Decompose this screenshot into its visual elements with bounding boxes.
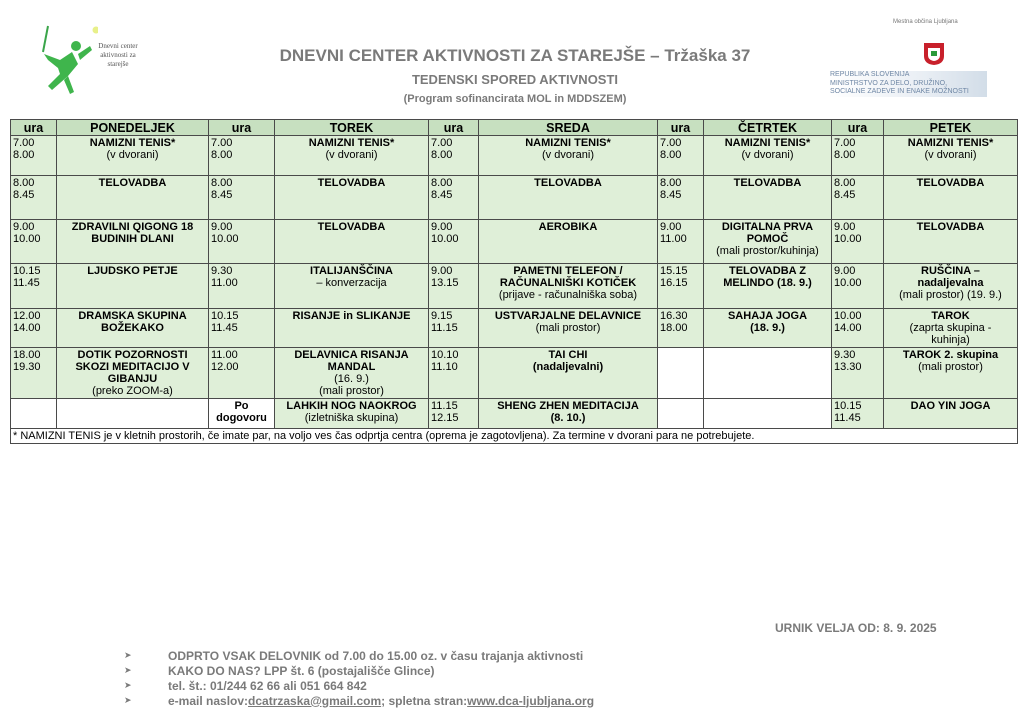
time-value: 9.00 bbox=[431, 221, 453, 233]
activity-name: TELOVADBA Z bbox=[729, 265, 806, 277]
time-value: 9.00 bbox=[660, 221, 682, 233]
activity-cell bbox=[479, 220, 658, 264]
activity-name: NAMIZNI TENIS* bbox=[308, 137, 395, 149]
time-cell bbox=[658, 309, 704, 348]
header-row bbox=[11, 120, 1018, 136]
time-value: 10.00 bbox=[834, 277, 862, 289]
time-cell bbox=[11, 399, 57, 429]
time-cell bbox=[658, 176, 704, 220]
col-header-wednesday: SREDA bbox=[479, 120, 658, 136]
activity-note: (v dvorani) bbox=[542, 149, 594, 161]
email-label: e-mail naslov: bbox=[168, 693, 249, 708]
activity-cell bbox=[479, 136, 658, 176]
activity-cell bbox=[275, 176, 429, 220]
activity-name: RAČUNALNIŠKI KOTIČEK bbox=[499, 277, 637, 289]
time-cell bbox=[429, 176, 479, 220]
time-cell bbox=[832, 399, 884, 429]
activity-cell bbox=[884, 220, 1018, 264]
arrow-bullet-icon: ➤ bbox=[124, 665, 132, 675]
time-value: 8.45 bbox=[13, 189, 35, 201]
time-value: 16.15 bbox=[660, 277, 688, 289]
activity-cell bbox=[479, 309, 658, 348]
activity-name: BOŽEKAKO bbox=[101, 322, 164, 334]
activity-note: (preko ZOOM-a) bbox=[92, 385, 173, 397]
time-value: 14.00 bbox=[834, 322, 862, 334]
time-value: 8.00 bbox=[660, 177, 682, 189]
activity-cell bbox=[704, 220, 832, 264]
time-value: 12.00 bbox=[13, 310, 41, 322]
info-item bbox=[124, 693, 594, 708]
time-cell bbox=[429, 136, 479, 176]
time-cell bbox=[209, 176, 275, 220]
activity-note: (izletniška skupina) bbox=[304, 412, 399, 424]
time-cell bbox=[658, 136, 704, 176]
activity-name: GIBANJU bbox=[107, 373, 158, 385]
time-value: 7.00 bbox=[13, 137, 35, 149]
col-header-thursday: ČETRTEK bbox=[704, 120, 832, 136]
activity-cell bbox=[704, 264, 832, 309]
time-value: 11.45 bbox=[834, 412, 861, 424]
col-header-time: ura bbox=[209, 120, 275, 136]
activity-name: TAROK bbox=[931, 310, 970, 322]
col-header-time: ura bbox=[11, 120, 57, 136]
time-cell bbox=[209, 264, 275, 309]
activity-name: BUDINIH DLANI bbox=[91, 233, 174, 245]
time-value: 7.00 bbox=[834, 137, 856, 149]
ljubljana-crest-icon bbox=[923, 42, 945, 66]
time-value: 10.10 bbox=[431, 349, 459, 361]
time-cell bbox=[658, 264, 704, 309]
activity-name: DELAVNICA RISANJA bbox=[294, 349, 409, 361]
time-value: 7.00 bbox=[211, 137, 233, 149]
col-header-friday: PETEK bbox=[884, 120, 1018, 136]
time-cell bbox=[209, 309, 275, 348]
time-cell bbox=[11, 309, 57, 348]
time-value: 8.00 bbox=[431, 149, 453, 161]
activity-cell bbox=[275, 136, 429, 176]
col-header-time: ura bbox=[429, 120, 479, 136]
time-value: 8.00 bbox=[13, 177, 35, 189]
activity-cell bbox=[479, 399, 658, 429]
arrow-bullet-icon: ➤ bbox=[124, 650, 132, 660]
time-cell bbox=[429, 220, 479, 264]
activity-cell bbox=[884, 309, 1018, 348]
time-value: 8.45 bbox=[211, 189, 233, 201]
mol-label: Mestna občina Ljubljana bbox=[893, 19, 958, 25]
time-value: 9.00 bbox=[13, 221, 35, 233]
activity-name: POMOČ bbox=[746, 233, 789, 245]
activity-name: NAMIZNI TENIS* bbox=[724, 137, 811, 149]
time-value: 8.00 bbox=[431, 177, 453, 189]
activity-cell bbox=[57, 220, 209, 264]
activity-cell bbox=[479, 264, 658, 309]
col-header-time: ura bbox=[832, 120, 884, 136]
activity-name: LJUDSKO PETJE bbox=[87, 265, 178, 277]
activity-name: ITALIJANŠČINA bbox=[310, 265, 393, 277]
time-cell bbox=[11, 264, 57, 309]
time-cell bbox=[658, 399, 704, 429]
time-value: 18.00 bbox=[660, 322, 688, 334]
logo-text: Dnevni center aktivnosti za starejše bbox=[98, 42, 138, 68]
activity-cell bbox=[704, 309, 832, 348]
time-value: 9.00 bbox=[834, 265, 856, 277]
opening-hours: ODPRTO VSAK DELOVNIK od 7.00 do 15.00 oz. v času trajanja aktivnosti bbox=[168, 648, 584, 663]
activity-name: TELOVADBA bbox=[317, 221, 386, 233]
center-logo bbox=[38, 24, 138, 98]
time-value: 16.30 bbox=[660, 310, 688, 322]
time-cell bbox=[832, 264, 884, 309]
activity-name: PAMETNI TELEFON / bbox=[513, 265, 623, 277]
activity-cell bbox=[479, 176, 658, 220]
time-value: 18.00 bbox=[13, 349, 41, 361]
activity-cell bbox=[275, 264, 429, 309]
activity-note: kuhinja) bbox=[931, 334, 970, 346]
activity-name: (18. 9.) bbox=[750, 322, 785, 334]
time-value: 9.00 bbox=[211, 221, 233, 233]
time-value: 8.00 bbox=[211, 149, 233, 161]
time-value: 10.00 bbox=[834, 310, 862, 322]
activity-cell bbox=[57, 309, 209, 348]
table-footnote: * NAMIZNI TENIS je v kletnih prostorih, če imate par, na voljo ves čas odprtja centra (oprema je zagotovljena). Za termine v dvorani para ne potrebujete. bbox=[11, 429, 1018, 444]
activity-note: (v dvorani) bbox=[106, 149, 159, 161]
time-cell bbox=[11, 176, 57, 220]
time-value: 7.00 bbox=[431, 137, 453, 149]
activity-cell bbox=[884, 348, 1018, 399]
activity-name: USTVARJALNE DELAVNICE bbox=[494, 310, 642, 322]
valid-from: URNIK VELJA OD: 8. 9. 2025 bbox=[775, 621, 937, 635]
time-cell bbox=[429, 264, 479, 309]
time-cell bbox=[429, 348, 479, 399]
activity-cell bbox=[884, 399, 1018, 429]
time-value: 11.45 bbox=[13, 277, 40, 289]
arrow-bullet-icon: ➤ bbox=[124, 680, 132, 690]
schedule-row bbox=[11, 348, 1018, 399]
funding-note: (Program sofinancirata MOL in MDDSZEM) bbox=[403, 93, 627, 105]
activity-note: (16. 9.) bbox=[334, 373, 369, 385]
activity-cell bbox=[704, 176, 832, 220]
activity-note: (mali prostor/kuhinja) bbox=[716, 245, 819, 257]
time-value: 10.00 bbox=[834, 233, 862, 245]
schedule-row bbox=[11, 136, 1018, 176]
activity-name: RISANJE in SLIKANJE bbox=[292, 310, 411, 322]
activity-cell bbox=[57, 264, 209, 309]
web-label: ; spletna stran: bbox=[381, 693, 468, 708]
activity-name: LAHKIH NOG NAOKROG bbox=[286, 400, 417, 412]
info-item bbox=[124, 648, 594, 663]
activity-name: TAI CHI bbox=[548, 349, 588, 361]
activity-note: (mali prostor) bbox=[918, 361, 983, 373]
time-value: 14.00 bbox=[13, 322, 41, 334]
activity-name: DRAMSKA SKUPINA bbox=[78, 310, 187, 322]
time-value: 15.15 bbox=[660, 265, 688, 277]
activity-name: DAO YIN JOGA bbox=[910, 400, 991, 412]
schedule-row bbox=[11, 399, 1018, 429]
time-value: 11.45 bbox=[211, 322, 238, 334]
activity-name: MANDAL bbox=[327, 361, 376, 373]
time-value: 13.30 bbox=[834, 361, 862, 373]
col-header-time: ura bbox=[658, 120, 704, 136]
time-value: 12.00 bbox=[211, 361, 239, 373]
activity-cell bbox=[479, 348, 658, 399]
activity-note: (prijave - računalniška soba) bbox=[498, 289, 638, 301]
time-cell bbox=[832, 220, 884, 264]
activity-name: MELINDO (18. 9.) bbox=[723, 277, 812, 289]
time-value: 11.10 bbox=[431, 361, 458, 373]
activity-cell bbox=[57, 136, 209, 176]
time-cell bbox=[832, 309, 884, 348]
time-cell bbox=[209, 399, 275, 429]
time-value: 11.00 bbox=[660, 233, 687, 245]
ministry-logo bbox=[828, 71, 987, 97]
time-cell bbox=[658, 348, 704, 399]
ministry-line-1: REPUBLIKA SLOVENIJA bbox=[830, 71, 910, 78]
time-cell bbox=[209, 348, 275, 399]
time-value: 7.00 bbox=[660, 137, 682, 149]
time-value: 12.15 bbox=[431, 412, 459, 424]
time-cell bbox=[11, 220, 57, 264]
activity-name: SKOZI MEDITACIJO V bbox=[75, 361, 190, 373]
time-value: 8.00 bbox=[834, 149, 856, 161]
info-item bbox=[124, 678, 594, 693]
activity-name: (8. 10.) bbox=[550, 412, 586, 424]
website-link[interactable]: www.dca-ljubljana.org bbox=[467, 693, 595, 708]
activity-name: AEROBIKA bbox=[538, 221, 598, 233]
time-cell bbox=[11, 136, 57, 176]
activity-name: TAROK 2. skupina bbox=[902, 349, 999, 361]
activity-name: DIGITALNA PRVA bbox=[721, 221, 814, 233]
time-cell bbox=[429, 399, 479, 429]
time-value: 9.00 bbox=[834, 221, 856, 233]
time-value: 10.15 bbox=[834, 400, 862, 412]
activity-note: (mali prostor) bbox=[319, 385, 384, 397]
time-cell bbox=[209, 136, 275, 176]
activity-name: NAMIZNI TENIS* bbox=[89, 137, 176, 149]
time-value: 10.00 bbox=[431, 233, 459, 245]
activity-name: SHENG ZHEN MEDITACIJA bbox=[497, 400, 639, 412]
activity-name: NAMIZNI TENIS* bbox=[525, 137, 611, 149]
activity-cell bbox=[275, 309, 429, 348]
time-value: 9.15 bbox=[431, 310, 453, 322]
activity-note: (mali prostor) (19. 9.) bbox=[899, 289, 1002, 301]
activity-name: TELOVADBA bbox=[534, 177, 602, 189]
time-value: 19.30 bbox=[13, 361, 41, 373]
activity-name: TELOVADBA bbox=[98, 177, 167, 189]
time-value: 8.45 bbox=[431, 189, 453, 201]
activity-note: (zaprta skupina - bbox=[909, 322, 992, 334]
activity-cell bbox=[57, 176, 209, 220]
schedule-row bbox=[11, 176, 1018, 220]
activity-note: (v dvorani) bbox=[741, 149, 794, 161]
directions: KAKO DO NAS? LPP št. 6 (postajališče Glince) bbox=[168, 663, 435, 678]
activity-note: (mali prostor) bbox=[535, 322, 601, 334]
time-cell bbox=[429, 309, 479, 348]
activity-name: NAMIZNI TENIS* bbox=[907, 137, 994, 149]
arrow-bullet-icon: ➤ bbox=[124, 695, 132, 705]
time-cell bbox=[832, 348, 884, 399]
activity-cell bbox=[275, 399, 429, 429]
activity-name: TELOVADBA bbox=[317, 177, 386, 189]
time-value: 8.45 bbox=[834, 189, 856, 201]
activity-cell bbox=[57, 348, 209, 399]
activity-cell bbox=[884, 136, 1018, 176]
activity-name: nadaljevalna bbox=[917, 277, 984, 289]
time-value: 11.15 bbox=[431, 322, 458, 334]
activity-cell bbox=[884, 264, 1018, 309]
time-value: 10.00 bbox=[211, 233, 239, 245]
ministry-line-3: SOCIALNE ZADEVE IN ENAKE MOŽNOSTI bbox=[830, 88, 969, 95]
activity-name: TELOVADBA bbox=[916, 177, 985, 189]
time-cell bbox=[658, 220, 704, 264]
activity-cell bbox=[884, 176, 1018, 220]
time-value: 8.45 bbox=[660, 189, 682, 201]
activity-cell bbox=[704, 399, 832, 429]
time-value: 10.15 bbox=[13, 265, 41, 277]
time-value: 9.00 bbox=[431, 265, 453, 277]
time-value: 9.30 bbox=[211, 265, 233, 277]
info-list bbox=[124, 648, 594, 708]
time-value: 13.15 bbox=[431, 277, 459, 289]
time-value: 8.00 bbox=[660, 149, 682, 161]
activity-name: DOTIK POZORNOSTI bbox=[77, 349, 188, 361]
time-value: dogovoru bbox=[216, 412, 267, 424]
page-title: DNEVNI CENTER AKTIVNOSTI ZA STAREJŠE – Tržaška 37 bbox=[279, 46, 751, 65]
activity-name: ZDRAVILNI QIGONG 18 bbox=[71, 221, 194, 233]
time-value: 11.15 bbox=[431, 400, 458, 412]
tennis-player-icon bbox=[38, 24, 98, 98]
page-subtitle: TEDENSKI SPORED AKTIVNOSTI bbox=[411, 72, 619, 87]
time-value: 10.00 bbox=[13, 233, 41, 245]
activity-cell bbox=[704, 348, 832, 399]
activity-cell bbox=[275, 220, 429, 264]
activity-name: TELOVADBA bbox=[733, 177, 802, 189]
page-header bbox=[220, 45, 810, 105]
time-value: Po bbox=[234, 400, 249, 412]
time-value: 11.00 bbox=[211, 349, 238, 361]
col-header-monday: PONEDELJEK bbox=[57, 120, 209, 136]
activity-name: TELOVADBA bbox=[916, 221, 985, 233]
activity-note: (v dvorani) bbox=[325, 149, 378, 161]
time-cell bbox=[832, 136, 884, 176]
email-link[interactable]: dcatrzaska@gmail.com bbox=[248, 693, 382, 708]
time-cell bbox=[11, 348, 57, 399]
time-value: 9.30 bbox=[834, 349, 856, 361]
time-value: 10.15 bbox=[211, 310, 239, 322]
activity-name: (nadaljevalni) bbox=[532, 361, 604, 373]
time-cell bbox=[832, 176, 884, 220]
time-value: 11.00 bbox=[211, 277, 238, 289]
activity-name: SAHAJA JOGA bbox=[727, 310, 808, 322]
activity-note: (v dvorani) bbox=[924, 149, 977, 161]
time-value: 8.00 bbox=[13, 149, 35, 161]
activity-cell bbox=[704, 136, 832, 176]
schedule-row bbox=[11, 264, 1018, 309]
info-item bbox=[124, 663, 594, 678]
phone: tel. št.: 01/244 62 66 ali 051 664 842 bbox=[168, 678, 367, 693]
schedule-row bbox=[11, 220, 1018, 264]
ministry-line-2: MINISTRSTVO ZA DELO, DRUŽINO, bbox=[830, 79, 948, 87]
activity-cell bbox=[275, 348, 429, 399]
time-cell bbox=[209, 220, 275, 264]
col-header-tuesday: TOREK bbox=[275, 120, 429, 136]
activity-note: – konverzacija bbox=[316, 277, 387, 289]
schedule-table bbox=[10, 119, 1018, 444]
activity-name: RUŠČINA – bbox=[921, 265, 980, 277]
time-value: 8.00 bbox=[834, 177, 856, 189]
activity-cell bbox=[57, 399, 209, 429]
schedule-row bbox=[11, 309, 1018, 348]
time-value: 8.00 bbox=[211, 177, 233, 189]
